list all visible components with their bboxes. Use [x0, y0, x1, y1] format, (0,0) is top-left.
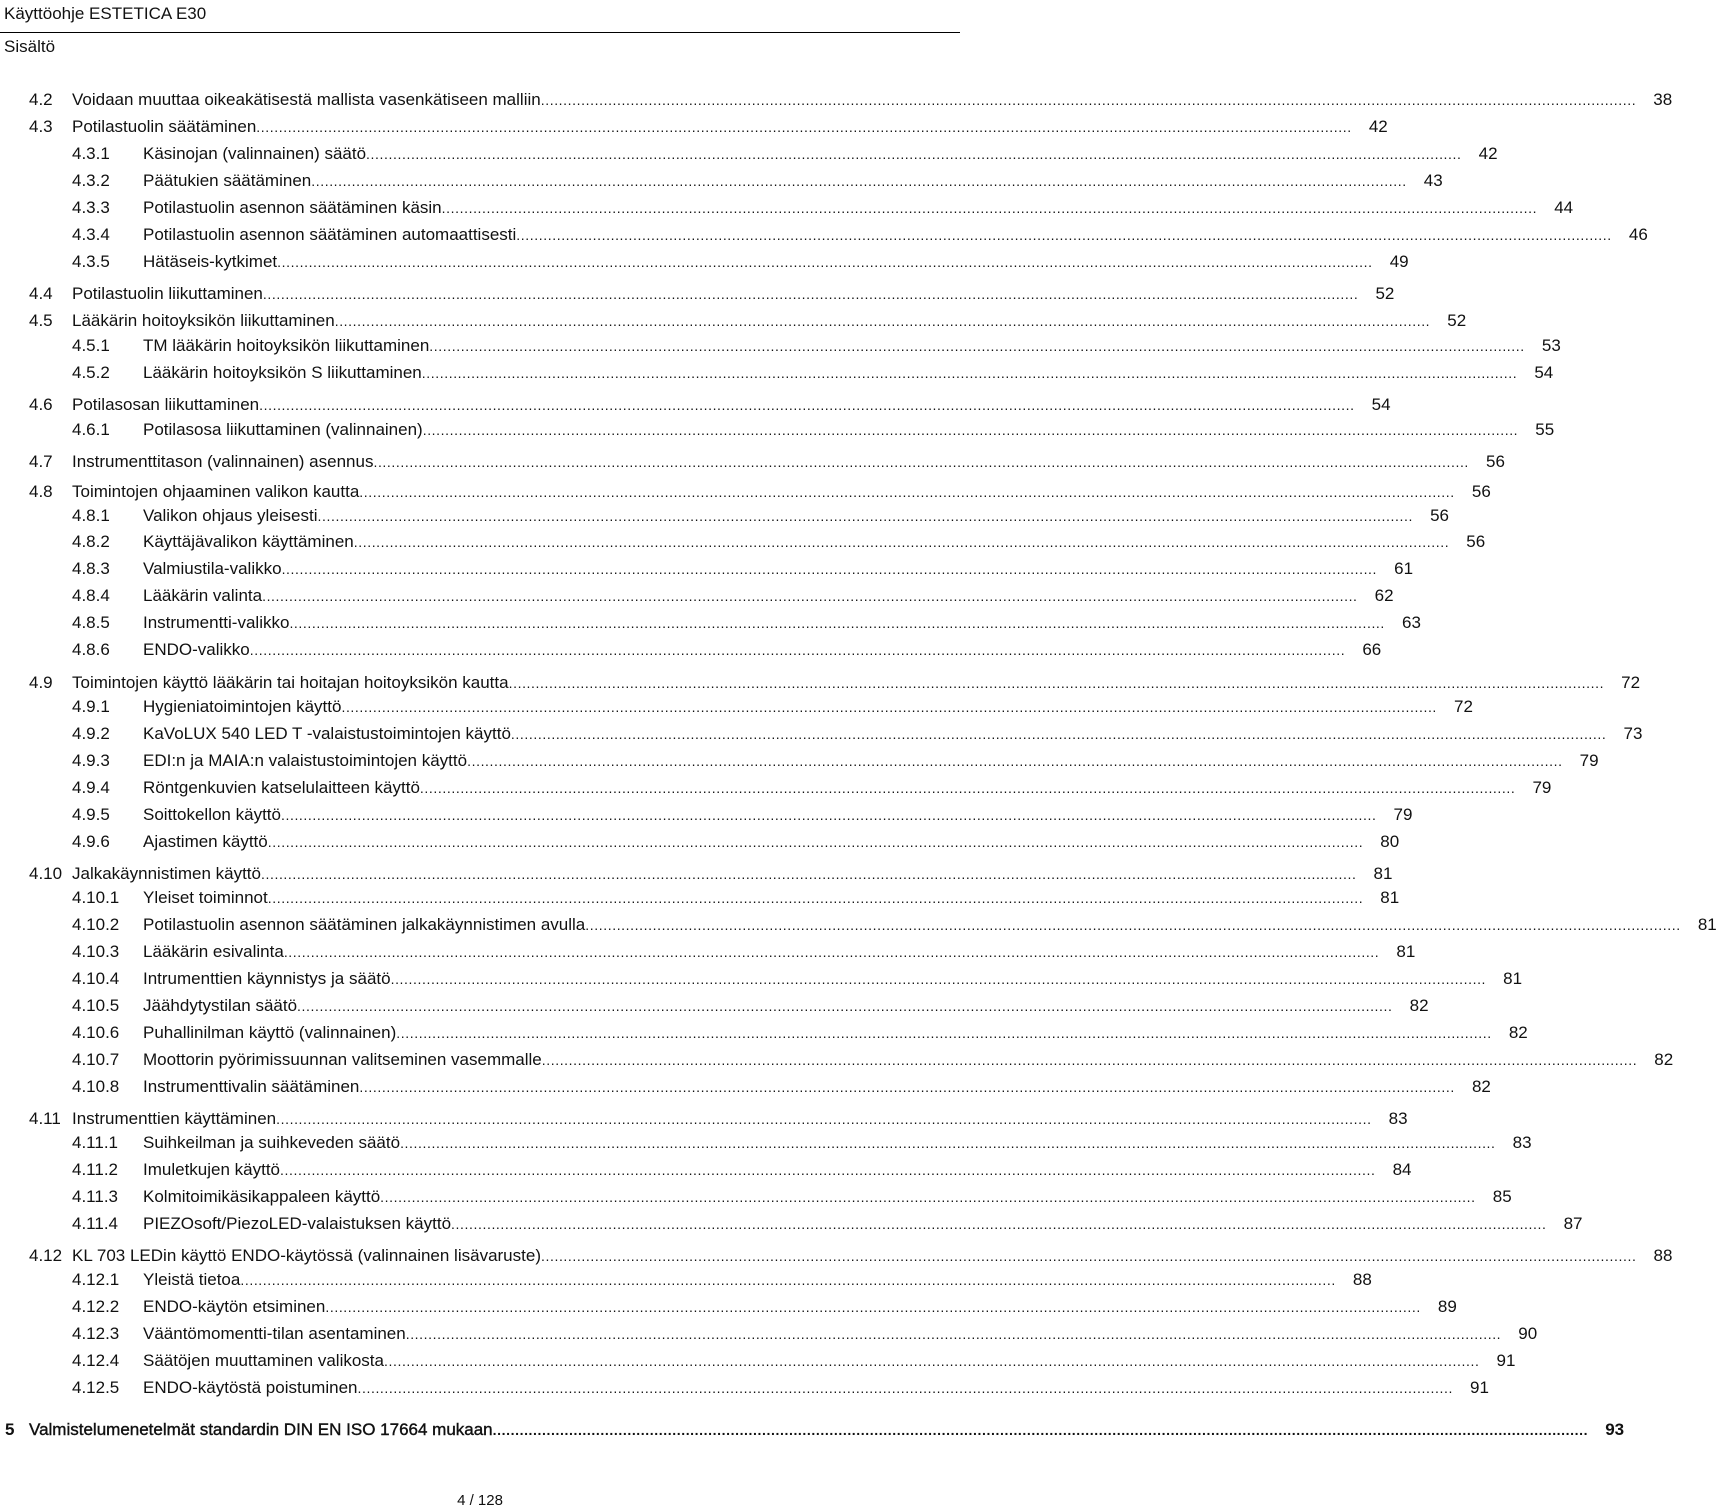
toc-entry-page: 72 [1454, 697, 1473, 716]
dot-leader: .................................................................................................................................................................................................................................................... [325, 1299, 1421, 1315]
dot-leader: .................................................................................................................................................................................................................................................... [421, 365, 1518, 381]
dot-leader: .................................................................................................................................................................................................................................................... [267, 834, 1364, 850]
toc-entry-title: Potilasosa liikuttaminen (valinnainen) [143, 420, 423, 439]
toc-entry-page: 61 [1394, 559, 1414, 578]
toc-entry-title: Käsinojan (valinnainen) säätö [143, 144, 367, 163]
toc-entry-number: 4.3.4 [72, 225, 110, 244]
toc-entry-page: 73 [1623, 724, 1643, 743]
toc-entry-number: 4.9.6 [72, 832, 110, 851]
toc-entry[interactable] [29, 284, 1395, 304]
toc-entry-title: Ajastimen käyttö [143, 832, 268, 851]
toc-entry[interactable] [29, 311, 1467, 331]
dot-leader: .................................................................................................................................................................................................................................................... [359, 1079, 1455, 1095]
toc-entry-number: 4.5.1 [72, 336, 110, 355]
toc-entry-page: 79 [1393, 805, 1413, 824]
toc-entry-number: 4.11.4 [72, 1214, 119, 1233]
toc-entry-title: Moottorin pyörimissuunnan valitseminen vasemmalle [143, 1050, 542, 1069]
toc-entry-title: Instrumenttivalin säätäminen [143, 1077, 360, 1096]
toc-entry-title: Potilastuolin liikuttaminen [72, 284, 263, 303]
toc-entry-title: Instrumenttien käyttäminen [72, 1109, 277, 1128]
toc-entry-number: 4.9.3 [72, 751, 110, 770]
toc-entry[interactable] [29, 1246, 1673, 1266]
dot-leader: .................................................................................................................................................................................................................................................... [380, 1189, 1476, 1205]
toc-entry-number: 4.11.3 [72, 1187, 119, 1206]
toc-entry[interactable] [72, 888, 1400, 908]
toc-entry-page: 81 [1697, 915, 1717, 934]
toc-entry-number: 4.2 [29, 90, 53, 109]
toc-entry[interactable] [29, 395, 1391, 415]
toc-entry-title: Valikon ohjaus yleisesti [143, 506, 318, 525]
toc-entry-title: Instrumentti-valikko [143, 613, 290, 632]
toc-entry-title: Valmiustila-valikko [143, 559, 282, 578]
toc-entry-number: 5 [5, 1420, 15, 1439]
toc-entry-number: 4.10.4 [72, 969, 120, 988]
dot-leader: .................................................................................................................................................................................................................................................... [373, 454, 1469, 470]
toc-entry-page: 91 [1496, 1351, 1516, 1370]
toc-entry[interactable] [72, 1214, 1583, 1234]
dot-leader: .................................................................................................................................................................................................................................................... [259, 397, 1355, 413]
toc-entry-title: Lääkärin valinta [143, 586, 263, 605]
toc-entry-title: Kolmitoimikäsikappaleen käyttö [143, 1187, 381, 1206]
toc-entry-page: 44 [1554, 198, 1574, 217]
toc-entry-title: Hätäseis-kytkimet [143, 252, 278, 271]
dot-leader: .................................................................................................................................................................................................................................................... [311, 173, 1407, 189]
toc-entry-page: 83 [1388, 1109, 1408, 1128]
toc-entry-number: 4.9.4 [72, 778, 110, 797]
toc-entry[interactable] [72, 1077, 1491, 1097]
toc-entry[interactable] [29, 117, 1388, 137]
document-title: Käyttöohje ESTETICA E30 [4, 4, 207, 23]
toc-entry-number: 4.12 [29, 1246, 63, 1265]
section-label: Sisältö [4, 37, 56, 56]
dot-leader: .................................................................................................................................................................................................................................................... [353, 534, 1450, 550]
dot-leader: .................................................................................................................................................................................................................................................... [429, 338, 1525, 354]
toc-entry-number: 4.11.1 [72, 1133, 119, 1152]
toc-entry-title: PIEZOsoft/PiezoLED-valaistuksen käyttö [143, 1214, 452, 1233]
toc-entry[interactable] [72, 1324, 1538, 1344]
toc-entry-number: 4.5 [29, 311, 53, 330]
dot-leader: .................................................................................................................................................................................................................................................... [383, 1353, 1480, 1369]
dot-leader: .................................................................................................................................................................................................................................................... [240, 1272, 1336, 1288]
toc-entry[interactable] [72, 778, 1552, 798]
toc-entry-number: 4.12.4 [72, 1351, 120, 1370]
toc-entry-page: 84 [1392, 1160, 1412, 1179]
dot-leader: .................................................................................................................................................................................................................................................... [276, 1111, 1372, 1127]
toc-entry-page: 81 [1373, 864, 1393, 883]
dot-leader: .................................................................................................................................................................................................................................................... [262, 286, 1359, 302]
toc-entry-number: 4.8.1 [72, 506, 110, 525]
dot-leader: .................................................................................................................................................................................................................................................... [422, 422, 1519, 438]
toc-entry-number: 4.3.2 [72, 171, 110, 190]
toc-entry[interactable] [72, 420, 1555, 440]
dot-leader: .................................................................................................................................................................................................................................................... [289, 615, 1385, 631]
toc-entry[interactable] [72, 832, 1400, 852]
toc-entry-number: 4.8.2 [72, 532, 110, 551]
toc-entry-number: 4.6.1 [72, 420, 110, 439]
toc-entry[interactable] [5, 1420, 1625, 1440]
toc-entry-title: EDI:n ja MAIA:n valaistustoimintojen käyttö [143, 751, 468, 770]
toc-entry-page: 66 [1362, 640, 1382, 659]
toc-entry-title: Vääntömomentti-tilan asentaminen [143, 1324, 406, 1343]
toc-entry[interactable] [72, 805, 1413, 825]
toc-entry-page: 54 [1534, 363, 1554, 382]
toc-entry-title: Yleistä tietoa [143, 1270, 241, 1289]
toc-entry-page: 43 [1423, 171, 1443, 190]
toc-entry-number: 4.9 [29, 673, 53, 692]
toc-entry-number: 4.3.1 [72, 144, 110, 163]
dot-leader: .................................................................................................................................................................................................................................................... [317, 508, 1413, 524]
toc-entry-title: ENDO-valikko [143, 640, 250, 659]
toc-entry[interactable] [72, 363, 1554, 383]
toc-entry-title: ENDO-käytöstä poistuminen [143, 1378, 358, 1397]
toc-entry-title: Potilasosan liikuttaminen [72, 395, 260, 414]
toc-entry[interactable] [72, 171, 1443, 191]
toc-entry-number: 4.12.2 [72, 1297, 120, 1316]
toc-entry-number: 4.8 [29, 482, 53, 501]
toc-entry-number: 4.8.3 [72, 559, 110, 578]
toc-entry[interactable] [72, 751, 1599, 771]
toc-entry-title: Puhallinilman käyttö (valinnainen) [143, 1023, 397, 1042]
dot-leader: .................................................................................................................................................................................................................................................... [390, 971, 1487, 987]
toc-entry-title: Lääkärin hoitoyksikön S liikuttaminen [143, 363, 422, 382]
toc-entry-number: 4.8.4 [72, 586, 110, 605]
toc-entry-number: 4.10.7 [72, 1050, 120, 1069]
toc-entry-number: 4.5.2 [72, 363, 110, 382]
toc-entry-page: 79 [1532, 778, 1552, 797]
toc-entry-page: 82 [1654, 1050, 1674, 1069]
toc-entry[interactable] [72, 1270, 1372, 1290]
toc-entry[interactable] [29, 482, 1491, 502]
toc-entry[interactable] [72, 144, 1498, 164]
dot-leader: .................................................................................................................................................................................................................................................... [516, 227, 1612, 243]
toc-entry-page: 52 [1447, 311, 1467, 330]
dot-leader: .................................................................................................................................................................................................................................................... [357, 1380, 1453, 1396]
toc-entry-title: Soittokellon käyttö [143, 805, 281, 824]
toc-entry-page: 38 [1653, 90, 1673, 109]
dot-leader: .................................................................................................................................................................................................................................................... [396, 1025, 1492, 1041]
dot-leader: .................................................................................................................................................................................................................................................... [400, 1135, 1496, 1151]
dot-leader: .................................................................................................................................................................................................................................................... [341, 699, 1437, 715]
toc-entry[interactable] [29, 90, 1673, 110]
toc-entry[interactable] [72, 225, 1648, 245]
toc-entry-title: Käyttäjävalikon käyttäminen [143, 532, 354, 551]
dot-leader: .................................................................................................................................................................................................................................................... [280, 1162, 1376, 1178]
toc-entry-page: 42 [1368, 117, 1388, 136]
toc-entry-title: Potilastuolin säätäminen [72, 117, 257, 136]
toc-entry-page: 81 [1503, 969, 1523, 988]
toc-entry-page: 90 [1518, 1324, 1538, 1343]
toc-entry-title: Potilastuolin asennon säätäminen käsin [143, 198, 442, 217]
dot-leader: .................................................................................................................................................................................................................................................... [283, 944, 1380, 960]
toc-entry[interactable] [72, 506, 1449, 526]
toc-entry-page: 56 [1471, 482, 1491, 501]
dot-leader: .................................................................................................................................................................................................................................................... [510, 726, 1607, 742]
toc-entry[interactable] [72, 697, 1473, 717]
toc-entry-number: 4.8.5 [72, 613, 110, 632]
dot-leader: .................................................................................................................................................................................................................................................... [541, 1052, 1638, 1068]
toc-entry-page: 81 [1380, 888, 1400, 907]
toc-entry[interactable] [72, 559, 1414, 579]
dot-leader: .................................................................................................................................................................................................................................................... [451, 1216, 1547, 1232]
toc-entry-number: 4.9.2 [72, 724, 110, 743]
dot-leader: .................................................................................................................................................................................................................................................... [256, 119, 1352, 135]
toc-entry-number: 4.10.3 [72, 942, 120, 961]
toc-entry-title: Suihkeilman ja suihkeveden säätö [143, 1133, 401, 1152]
toc-entry-page: 52 [1375, 284, 1395, 303]
toc-entry-page: 49 [1389, 252, 1409, 271]
toc-entry-number: 4.7 [29, 452, 53, 471]
toc-entry-page: 82 [1508, 1023, 1528, 1042]
toc-entry-page: 56 [1486, 452, 1505, 471]
toc-entry-title: Potilastuolin asennon säätäminen jalkakäynnistimen avulla [143, 915, 586, 934]
toc-entry[interactable] [72, 613, 1421, 633]
toc-entry[interactable] [72, 252, 1409, 272]
dot-leader: .................................................................................................................................................................................................................................................... [492, 1422, 1589, 1438]
toc-entry-number: 4.12.1 [72, 1270, 120, 1289]
toc-entry-number: 4.9.5 [72, 805, 110, 824]
toc-entry-number: 4.9.1 [72, 697, 110, 716]
dot-leader: .................................................................................................................................................................................................................................................... [359, 484, 1455, 500]
dot-leader: .................................................................................................................................................................................................................................................... [277, 254, 1373, 270]
toc-entry-page: 42 [1478, 144, 1498, 163]
dot-leader: .................................................................................................................................................................................................................................................... [540, 1248, 1637, 1264]
toc-entry-number: 4.6 [29, 395, 53, 414]
toc-entry-title: Lääkärin hoitoyksikön liikuttaminen [72, 311, 335, 330]
toc-entry-page: 53 [1541, 336, 1561, 355]
dot-leader: .................................................................................................................................................................................................................................................... [467, 753, 1563, 769]
toc-entry-page: 80 [1380, 832, 1400, 851]
toc-entry-title: Lääkärin esivalinta [143, 942, 284, 961]
toc-entry[interactable] [72, 336, 1561, 356]
dot-leader: .................................................................................................................................................................................................................................................... [585, 917, 1681, 933]
toc-entry[interactable] [29, 673, 1641, 693]
toc-entry-page: 62 [1374, 586, 1394, 605]
toc-entry-page: 83 [1512, 1133, 1532, 1152]
toc-entry-page: 88 [1352, 1270, 1372, 1289]
toc-entry-number: 4.10.5 [72, 996, 120, 1015]
toc-entry-number: 4.10.8 [72, 1077, 120, 1096]
toc-entry[interactable] [72, 1187, 1512, 1207]
dot-leader: .................................................................................................................................................................................................................................................... [419, 780, 1516, 796]
toc-entry-page: 56 [1466, 532, 1486, 551]
toc-entry-number: 4.11 [29, 1109, 61, 1128]
dot-leader: .................................................................................................................................................................................................................................................... [366, 146, 1462, 162]
toc-entry-title: Instrumenttitason (valinnainen) asennus [72, 452, 374, 471]
toc-entry[interactable] [72, 1378, 1489, 1398]
toc-entry-title: Intrumenttien käynnistys ja säätö [143, 969, 391, 988]
toc-entry-number: 4.3.3 [72, 198, 110, 217]
toc-entry-title: Hygieniatoimintojen käyttö [143, 697, 342, 716]
dot-leader: .................................................................................................................................................................................................................................................... [297, 998, 1393, 1014]
toc-entry[interactable] [72, 915, 1717, 935]
toc-entry-page: 54 [1371, 395, 1391, 414]
toc-entry[interactable] [72, 969, 1523, 989]
dot-leader: .................................................................................................................................................................................................................................................... [249, 642, 1346, 658]
toc-entry-title: Toimintojen käyttö lääkärin tai hoitajan hoitoyksikön kautta [72, 673, 509, 692]
toc-entry-page: 82 [1471, 1077, 1491, 1096]
toc-entry-page: 63 [1402, 613, 1421, 632]
toc-entry[interactable] [72, 724, 1643, 744]
toc-entry-page: 85 [1492, 1187, 1512, 1206]
toc-entry[interactable] [72, 532, 1486, 552]
toc-entry-number: 4.10.1 [72, 888, 120, 907]
toc-entry-number: 4.10 [29, 864, 63, 883]
toc-entry-title: Röntgenkuvien katselulaitteen käyttö [143, 778, 420, 797]
toc-entry-title: Jäähdytystilan säätö [143, 996, 298, 1015]
toc-entry-number: 4.10.2 [72, 915, 120, 934]
toc-entry-title: Toimintojen ohjaaminen valikon kautta [72, 482, 360, 501]
toc-entry-title: TM lääkärin hoitoyksikön liikuttaminen [143, 336, 430, 355]
toc-entry-title: KL 703 LEDin käyttö ENDO-käytössä (valinnainen lisävaruste) [72, 1246, 541, 1265]
toc-entry-page: 87 [1563, 1214, 1583, 1233]
dot-leader: .................................................................................................................................................................................................................................................... [441, 200, 1538, 216]
toc-entry-title: Yleiset toiminnot [143, 888, 268, 907]
toc-entry-title: Päätukien säätäminen [143, 171, 312, 190]
toc-entry[interactable] [72, 1297, 1457, 1317]
toc-entry[interactable] [72, 1050, 1674, 1070]
toc-entry-page: 88 [1653, 1246, 1673, 1265]
toc-entry[interactable] [72, 1351, 1516, 1371]
toc-entry[interactable] [72, 1160, 1412, 1180]
toc-entry-number: 4.3 [29, 117, 53, 136]
toc-entry-page: 82 [1409, 996, 1429, 1015]
toc-entry[interactable] [72, 586, 1394, 606]
toc-entry-title: Voidaan muuttaa oikeakätisestä mallista vasenkätiseen malliin [72, 90, 541, 109]
toc-entry-title: Jalkakäynnistimen käyttö [72, 864, 261, 883]
toc-entry[interactable] [72, 996, 1429, 1016]
toc-entry[interactable] [72, 640, 1382, 660]
toc-entry-number: 4.10.6 [72, 1023, 120, 1042]
toc-entry-title: KaVoLUX 540 LED T -valaistustoimintojen käyttö [143, 724, 511, 743]
toc-entry-title: Potilastuolin asennon säätäminen automaattisesti [143, 225, 517, 244]
toc-entry-page: 93 [1605, 1420, 1625, 1439]
dot-leader: .................................................................................................................................................................................................................................................... [540, 92, 1637, 108]
toc-entry[interactable] [72, 942, 1416, 962]
dot-leader: .................................................................................................................................................................................................................................................... [508, 675, 1605, 691]
toc-entry-page: 56 [1430, 506, 1449, 525]
toc-entry-title: Valmistelumenetelmät standardin DIN EN ISO 17664 mukaan [29, 1420, 493, 1439]
dot-leader: .................................................................................................................................................................................................................................................... [281, 561, 1378, 577]
dot-leader: .................................................................................................................................................................................................................................................... [334, 313, 1431, 329]
toc-entry-title: ENDO-käytön etsiminen [143, 1297, 326, 1316]
toc-entry-page: 81 [1396, 942, 1416, 961]
toc-entry-number: 4.12.3 [72, 1324, 120, 1343]
toc-entry-page: 46 [1628, 225, 1648, 244]
toc-entry-number: 4.12.5 [72, 1378, 120, 1397]
dot-leader: .................................................................................................................................................................................................................................................... [260, 866, 1357, 882]
toc-entry[interactable] [29, 452, 1505, 472]
toc-entry[interactable] [72, 198, 1574, 218]
dot-leader: .................................................................................................................................................................................................................................................... [267, 890, 1364, 906]
toc-entry-number: 4.11.2 [72, 1160, 119, 1179]
toc-entry-page: 72 [1621, 673, 1641, 692]
toc-entry[interactable] [29, 864, 1393, 884]
page-number: 4 / 128 [457, 1492, 503, 1509]
toc-entry-title: Imuletkujen käyttö [143, 1160, 281, 1179]
toc-entry-title: Säätöjen muuttaminen valikosta [143, 1351, 384, 1370]
dot-leader: .................................................................................................................................................................................................................................................... [262, 588, 1358, 604]
dot-leader: .................................................................................................................................................................................................................................................... [280, 807, 1377, 823]
toc-entry-page: 79 [1579, 751, 1599, 770]
toc-entry-page: 91 [1470, 1378, 1489, 1397]
toc-entry[interactable] [72, 1133, 1532, 1153]
dot-leader: .................................................................................................................................................................................................................................................... [405, 1326, 1502, 1342]
toc-entry-page: 55 [1535, 420, 1555, 439]
toc-entry[interactable] [72, 1023, 1528, 1043]
toc-entry-page: 89 [1437, 1297, 1457, 1316]
toc-entry[interactable] [29, 1109, 1408, 1129]
toc-entry-number: 4.4 [29, 284, 53, 303]
toc-entry-number: 4.8.6 [72, 640, 110, 659]
toc-entry-number: 4.3.5 [72, 252, 110, 271]
